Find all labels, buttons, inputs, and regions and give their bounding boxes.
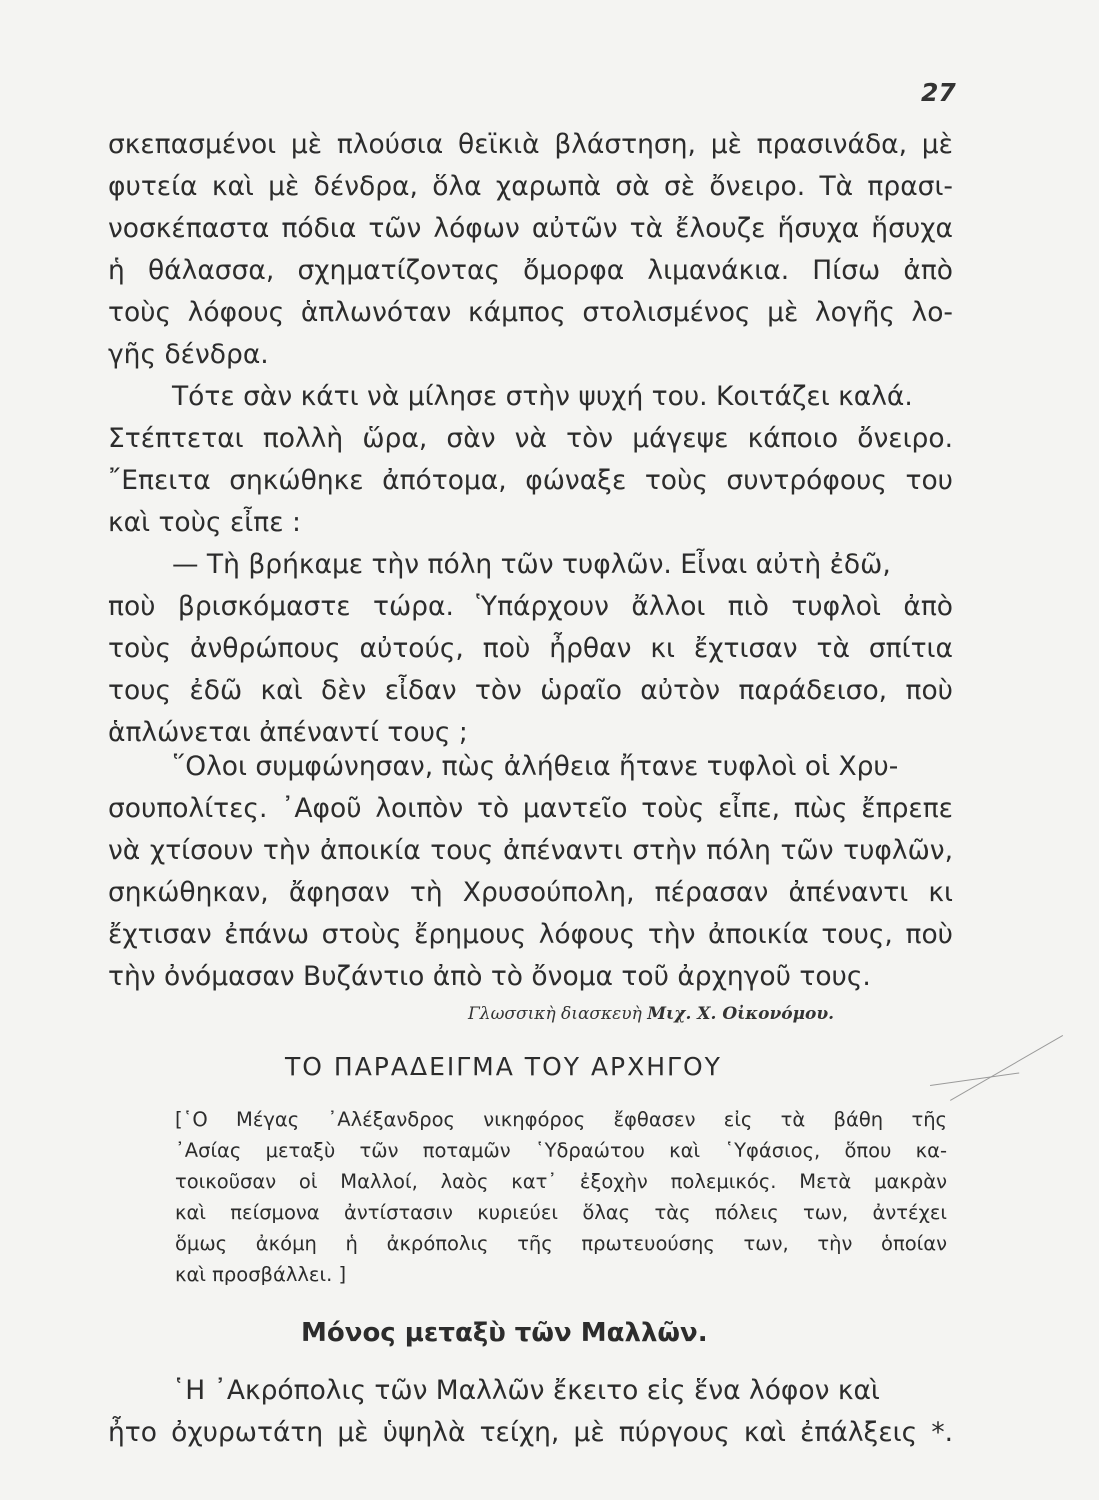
text-line: σηκώθηκαν, ἄφησαν τὴ Χρυσούπολη, πέρασαν ἀπέναντι κι — [108, 877, 953, 908]
text-line: ἡ θάλασσα, σχηματίζοντας ὄμορφα λιμανάκια. Πίσω ἀπὸ — [108, 255, 953, 286]
text-line: γῆς δένδρα. — [108, 339, 269, 370]
text-line: νοσκέπαστα πόδια τῶν λόφων αὐτῶν τὰ ἔλουζε ἥσυχα ἥσυχα — [108, 213, 953, 244]
summary-line: καὶ προσβάλλει. ] — [175, 1263, 347, 1286]
text-line: Στέπτεται πολλὴ ὥρα, σὰν νὰ τὸν μάγεψε κάποιο ὄνειρο. — [108, 423, 953, 454]
page-number: 27 — [921, 78, 956, 107]
pencil-mark — [950, 1035, 1063, 1101]
text-line: καὶ τοὺς εἶπε : — [108, 507, 301, 538]
text-line: τοὺς λόφους ἁπλωνόταν κάμπος στολισμένος μὲ λογῆς λο- — [108, 297, 953, 328]
summary-line: ᾿Ασίας μεταξὺ τῶν ποταμῶν ῾Υδραώτου καὶ ῾Υφάσιος, ὅπου κα- — [175, 1139, 947, 1162]
summary-line: καὶ πείσμονα ἀντίστασιν κυριεύει ὅλας τὰς πόλεις των, ἀντέχει — [175, 1201, 947, 1224]
text-line: τοὺς ἀνθρώπους αὐτούς, ποὺ ἦρθαν κι ἔχτισαν τὰ σπίτια — [108, 633, 953, 664]
section-heading: ΤΟ ΠΑΡΑΔΕΙΓΜΑ ΤΟΥ ΑΡΧΗΓΟΥ — [285, 1052, 722, 1081]
text-line: τους ἐδῶ καὶ δὲν εἶδαν τὸν ὡραῖο αὐτὸν παράδεισο, ποὺ — [108, 675, 953, 706]
text-line: τὴν ὀνόμασαν Βυζάντιο ἀπὸ τὸ ὄνομα τοῦ ἀρχηγοῦ τους. — [108, 961, 871, 992]
text-line: ἁπλώνεται ἀπέναντί τους ; — [108, 717, 468, 748]
text-line: σκεπασμένοι μὲ πλούσια θεϊκιὰ βλάστηση, μὲ πρασινάδα, μὲ — [108, 129, 953, 160]
translation-credit — [468, 1004, 834, 1024]
summary-line: ὅμως ἀκόμη ἡ ἀκρόπολις τῆς πρωτευούσης των, τὴν ὁποίαν — [175, 1232, 947, 1255]
text-line: ῎Επειτα σηκώθηκε ἀπότομα, φώναξε τοὺς συντρόφους του — [108, 465, 953, 496]
text-line: Τότε σὰν κάτι νὰ μίλησε στὴν ψυχή του. Κοιτάζει καλά. — [172, 381, 913, 412]
subheading: Μόνος μεταξὺ τῶν Μαλλῶν. — [301, 1318, 708, 1348]
summary-line: τοικοῦσαν οἱ Μαλλοί, λαὸς κατ᾿ ἐξοχὴν πολεμικός. Μετὰ μακρὰν — [175, 1170, 947, 1193]
summary-line: [῾Ο Μέγας ᾿Αλέξανδρος νικηφόρος ἔφθασεν εἰς τὰ βάθη τῆς — [175, 1108, 947, 1131]
text-line: ἔχτισαν ἐπάνω στοὺς ἔρημους λόφους τὴν ἀποικία τους, ποὺ — [108, 919, 953, 950]
credit-author: Μιχ. Χ. Οἰκονόμου. — [647, 1004, 835, 1024]
text-line: φυτεία καὶ μὲ δένδρα, ὅλα χαρωπὰ σὰ σὲ ὄνειρο. Τὰ πρασι- — [108, 171, 953, 202]
text-line: ῾Η ᾿Ακρόπολις τῶν Μαλλῶν ἔκειτο εἰς ἕνα λόφον καὶ — [172, 1375, 880, 1406]
text-line: σουπολίτες. ᾿Αφοῦ λοιπὸν τὸ μαντεῖο τοὺς εἶπε, πὼς ἔπρεπε — [108, 793, 953, 824]
pencil-mark — [930, 1072, 1019, 1086]
text-line: ποὺ βρισκόμαστε τώρα. Ὑπάρχουν ἄλλοι πιὸ τυφλοὶ ἀπὸ — [108, 591, 953, 622]
credit-label: Γλωσσικὴ διασκευὴ — [468, 1004, 642, 1024]
text-line: νὰ χτίσουν τὴν ἀποικία τους ἀπέναντι στὴν πόλη τῶν τυφλῶν, — [108, 835, 953, 866]
text-line: ἦτο ὀχυρωτάτη μὲ ὑψηλὰ τείχη, μὲ πύργους καὶ ἐπάλξεις *. — [108, 1417, 953, 1448]
text-line: — Τὴ βρήκαμε τὴν πόλη τῶν τυφλῶν. Εἶναι αὐτὴ ἐδῶ, — [172, 549, 891, 580]
text-line: ῞Ολοι συμφώνησαν, πὼς ἀλήθεια ἤτανε τυφλοὶ οἱ Χρυ- — [172, 751, 899, 782]
